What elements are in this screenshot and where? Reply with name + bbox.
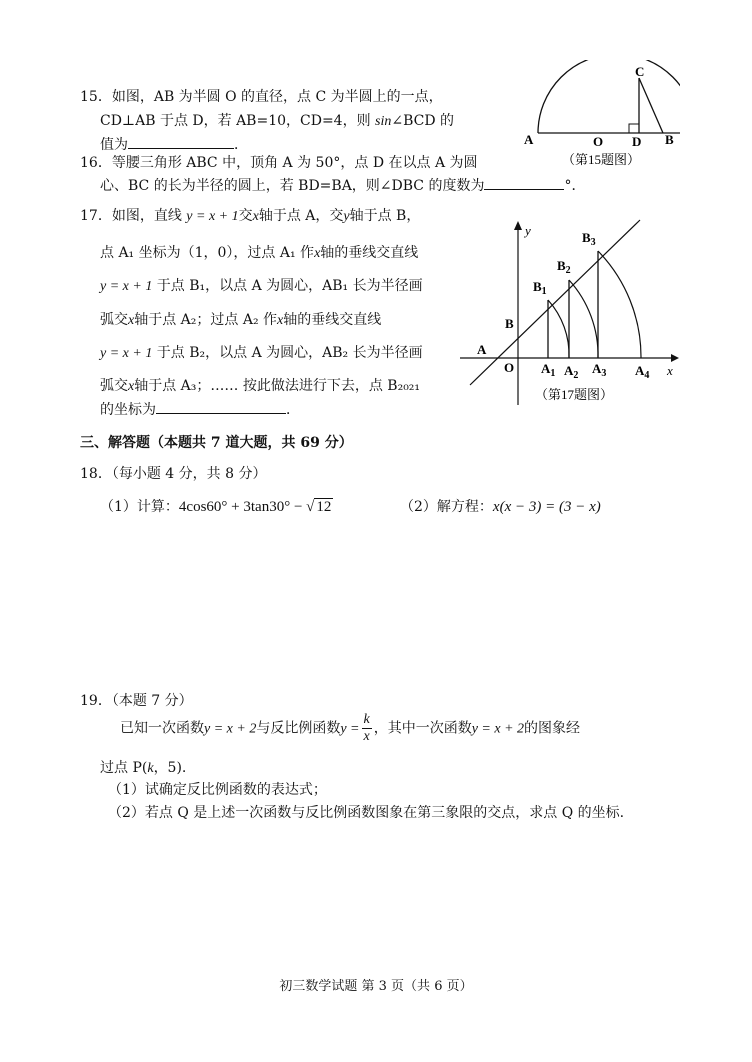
q19-line2: 过点 P(k，5). xyxy=(100,760,187,776)
label-b1: $B_1$ xyxy=(533,279,547,297)
fraction-k-over-x: $\frac{k}{x}$ xyxy=(363,712,370,744)
q15-line2: CD⊥AB 于点 D，若 AB=10，CD=4，则 sin∠BCD 的 xyxy=(100,113,455,129)
label-x: x xyxy=(667,363,673,378)
label-y: y xyxy=(525,223,531,238)
section-3-title: 三、解答题（本题共 7 道大题，共 69 分） xyxy=(80,435,353,451)
q17-line7: 的坐标为 ． xyxy=(100,399,300,419)
label-a2: $A_2$ xyxy=(564,363,579,381)
q18-part1: （1）计算：4cos60° + 3tan30° − √ 12 xyxy=(100,499,332,515)
right-angle-mark xyxy=(629,124,639,133)
page-footer: 初三数学试题 第 3 页（共 6 页） xyxy=(279,979,473,994)
label-o: O xyxy=(593,134,604,149)
label-b: B xyxy=(505,316,514,331)
answer-blank-17[interactable] xyxy=(156,399,286,414)
q19-header: 19．（本题 7 分） xyxy=(80,693,193,709)
figure-15 xyxy=(520,60,680,175)
q19-line1: 已知一次函数y = x + 2与反比例函数y = $\frac{k}{x}$ ，其中一次函数y = x + 2的图象经 xyxy=(120,712,581,744)
label-d: D xyxy=(632,134,642,149)
q16-line2: 心、BC 的长为半径的圆上，若 BD=BA，则∠DBC 的度数为 °． xyxy=(100,175,585,195)
label-a3: $A_3$ xyxy=(592,361,607,379)
arc-2 xyxy=(569,280,598,358)
label-a1: $A_1$ xyxy=(541,361,556,379)
segment-cb xyxy=(639,78,663,133)
q17-line3: y = x + 1 于点 B₁，以点 A 为圆心，AB₁ 长为半径画 xyxy=(100,278,423,294)
q15-line1: 15．如图，AB 为半圆 O 的直径，点 C 为半圆上的一点， xyxy=(80,89,443,105)
arc-1 xyxy=(548,300,569,358)
q17-line2: 点 A₁ 坐标为（1，0），过点 A₁ 作x轴的垂线交直线 xyxy=(100,245,419,261)
q15-line3: 值为 ． xyxy=(100,134,248,154)
q17-line5: y = x + 1 于点 B₂，以点 A 为圆心，AB₂ 长为半径画 xyxy=(100,345,423,361)
q19-part2: （2）若点 Q 是上述一次函数与反比例函数图象在第三象限的交点，求点 Q 的坐标. xyxy=(108,805,625,821)
figure-15-caption: （第15题图） xyxy=(562,152,641,167)
label-c: C xyxy=(635,64,645,79)
answer-blank-16[interactable] xyxy=(484,175,564,190)
figure-17 xyxy=(455,215,685,410)
y-axis-arrow xyxy=(514,221,522,230)
q18-part2: （2）解方程：x(x − 3) = (3 − x) xyxy=(400,499,601,515)
q17-line6: 弧交x轴于点 A₃；…… 按此做法进行下去，点 B₂₀₂₁ xyxy=(100,378,421,394)
q16-line1: 16．等腰三角形 ABC 中，顶角 A 为 50°，点 D 在以点 A 为圆 xyxy=(80,155,478,171)
answer-blank-15[interactable] xyxy=(128,134,234,149)
figure-17-caption: （第17题图） xyxy=(535,387,614,402)
x-axis-arrow xyxy=(671,354,679,362)
label-b2: $B_2$ xyxy=(557,258,571,276)
label-a4: $A_4$ xyxy=(635,363,650,381)
q18-header: 18．（每小题 4 分，共 8 分） xyxy=(80,466,267,482)
label-a: A xyxy=(477,342,487,357)
q17-line4: 弧交x轴于点 A₂；过点 A₂ 作x轴的垂线交直线 xyxy=(100,312,382,328)
label-a: A xyxy=(524,132,534,147)
label-b: B xyxy=(665,132,674,147)
label-o: O xyxy=(504,360,515,375)
line-y-eq-x-plus-1 xyxy=(470,220,640,385)
label-b3: $B_3$ xyxy=(582,230,596,248)
q17-line1: 17．如图，直线 y = x + 1交x轴于点 A，交y轴于点 B， xyxy=(80,208,421,224)
q19-part1: （1）试确定反比例函数的表达式； xyxy=(108,782,327,798)
arc-3 xyxy=(598,251,641,358)
